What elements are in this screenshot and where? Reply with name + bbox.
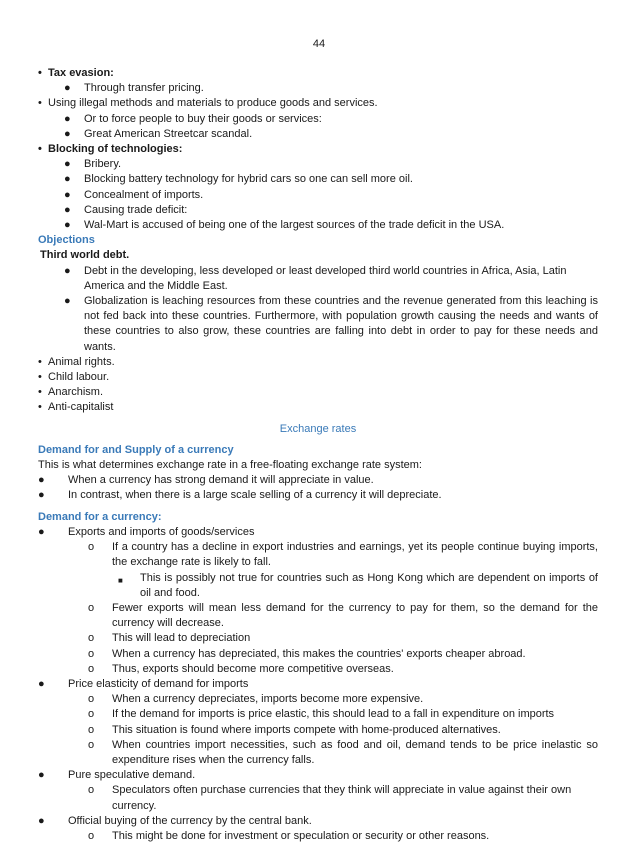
bullet-icon: • bbox=[38, 67, 42, 79]
list-item bbox=[38, 488, 598, 503]
line-text: Bribery. bbox=[84, 158, 122, 171]
document-body bbox=[38, 66, 598, 844]
list-item bbox=[38, 829, 598, 844]
list-item bbox=[38, 203, 598, 218]
section-heading bbox=[38, 443, 598, 458]
list-item bbox=[38, 264, 598, 294]
list-item bbox=[38, 142, 598, 157]
list-item bbox=[38, 188, 598, 203]
bullet-icon: • bbox=[38, 143, 42, 156]
bullet-icon: o bbox=[88, 541, 95, 554]
line-text: Anarchism. bbox=[48, 386, 104, 399]
list-item bbox=[38, 172, 598, 187]
list-item bbox=[38, 601, 598, 631]
list-item bbox=[38, 127, 598, 142]
list-item bbox=[38, 525, 598, 540]
line-text: Child labour. bbox=[48, 371, 110, 384]
bullet-icon: ● bbox=[64, 173, 71, 186]
line-text: When countries import necessities, such as food and oil, demand tends to be price inelastic so expenditure rises when the currency falls. bbox=[112, 738, 598, 766]
list-item bbox=[38, 112, 598, 127]
bullet-icon: ● bbox=[64, 127, 71, 140]
list-item bbox=[38, 294, 598, 355]
list-item bbox=[38, 355, 598, 370]
page-number: 44 bbox=[312, 38, 326, 50]
line-text: When a currency has depreciated, this makes the countries' exports cheaper abroad. bbox=[112, 647, 526, 660]
line-text: Third world debt. bbox=[40, 249, 130, 262]
line-text: Demand for and Supply of a currency bbox=[38, 443, 234, 456]
bullet-icon: • bbox=[38, 401, 42, 414]
bullet-icon: o bbox=[88, 662, 95, 675]
bullet-icon: ● bbox=[64, 158, 71, 171]
line-text: Exchange rates bbox=[279, 422, 357, 435]
bullet-icon: • bbox=[38, 97, 42, 110]
bullet-icon: ■ bbox=[118, 575, 123, 585]
line-text: Speculators often purchase currencies that they think will appreciate in value against their own currency. bbox=[112, 784, 572, 812]
line-text: When a currency has strong demand it will appreciate in value. bbox=[68, 474, 374, 487]
bullet-icon: ● bbox=[64, 203, 71, 216]
bullet-icon: ● bbox=[64, 188, 71, 201]
line-text: Tax evasion: bbox=[48, 67, 114, 79]
line-text: Using illegal methods and materials to produce goods and services. bbox=[48, 97, 378, 110]
list-item bbox=[38, 370, 598, 385]
bullet-icon: o bbox=[88, 647, 95, 660]
list-item bbox=[38, 473, 598, 488]
paragraph bbox=[38, 248, 598, 263]
line-text: Or to force people to buy their goods or services: bbox=[84, 112, 322, 125]
list-item bbox=[38, 81, 598, 96]
bullet-icon: o bbox=[88, 601, 95, 614]
line-text: Pure speculative demand. bbox=[68, 769, 196, 782]
line-text: Official buying of the currency by the central bank. bbox=[68, 814, 312, 827]
line-text: Debt in the developing, less developed or least developed third world countries in Africa, Asia, Latin America and the Middle East. bbox=[84, 264, 567, 292]
line-text: This is what determines exchange rate in a free-floating exchange rate system: bbox=[38, 459, 422, 472]
bullet-icon: • bbox=[38, 371, 42, 384]
list-item bbox=[38, 540, 598, 570]
line-text: This situation is found where imports compete with home-produced alternatives. bbox=[112, 723, 501, 736]
bullet-icon: • bbox=[38, 355, 42, 368]
line-text: If the demand for imports is price elastic, this should lead to a fall in expenditure on imports bbox=[112, 708, 555, 721]
line-text: Concealment of imports. bbox=[84, 188, 204, 201]
bullet-icon: ● bbox=[38, 474, 45, 487]
line-text: Blocking battery technology for hybrid cars so one can sell more oil. bbox=[84, 173, 413, 186]
bullet-icon: o bbox=[88, 784, 95, 797]
line-text: Through transfer pricing. bbox=[84, 82, 204, 95]
bullet-icon: ● bbox=[38, 814, 45, 827]
bullet-icon: o bbox=[88, 829, 95, 842]
bullet-icon: o bbox=[88, 708, 95, 721]
line-text: Blocking of technologies: bbox=[48, 143, 183, 156]
line-text: Anti-capitalist bbox=[48, 401, 114, 414]
bullet-icon: ● bbox=[64, 264, 71, 277]
line-text: This might be done for investment or speculation or security or other reasons. bbox=[112, 829, 490, 842]
line-text: Wal-Mart is accused of being one of the largest sources of the trade deficit in the USA. bbox=[84, 219, 505, 232]
line-text: Great American Streetcar scandal. bbox=[84, 127, 253, 140]
line-text: Price elasticity of demand for imports bbox=[68, 677, 249, 690]
bullet-icon: o bbox=[88, 723, 95, 736]
bullet-icon: ● bbox=[38, 489, 45, 502]
line-text: Objections bbox=[38, 234, 95, 247]
list-item bbox=[38, 783, 598, 813]
list-item bbox=[38, 385, 598, 400]
section-heading bbox=[38, 233, 598, 248]
line-text: If a country has a decline in export industries and earnings, yet its people continue buying imports, the exchange rate is likely to fall. bbox=[112, 541, 598, 569]
bullet-icon: o bbox=[88, 693, 95, 706]
list-item bbox=[38, 677, 598, 692]
bullet-icon: ● bbox=[38, 769, 45, 782]
bullet-icon: ● bbox=[64, 219, 71, 232]
list-item bbox=[38, 707, 598, 722]
bullet-icon: ● bbox=[64, 112, 71, 125]
bullet-icon: ● bbox=[38, 525, 45, 538]
list-item bbox=[38, 157, 598, 172]
line-text: In contrast, when there is a large scale selling of a currency it will depreciate. bbox=[68, 489, 442, 502]
list-item bbox=[38, 814, 598, 829]
line-text: Thus, exports should become more competitive overseas. bbox=[112, 662, 394, 675]
line-text: When a currency depreciates, imports become more expensive. bbox=[112, 693, 424, 706]
line-text: This is possibly not true for countries such as Hong Kong which are dependent on imports of oil and food. bbox=[140, 571, 598, 599]
line-text: Fewer exports will mean less demand for the currency to pay for them, so the demand for the currency will decrease. bbox=[112, 601, 598, 630]
list-item bbox=[38, 662, 598, 677]
list-item bbox=[38, 631, 598, 646]
list-item bbox=[38, 218, 598, 233]
list-item bbox=[38, 96, 598, 111]
line-text: Animal rights. bbox=[48, 355, 115, 368]
line-text: Exports and imports of goods/services bbox=[68, 525, 255, 538]
bullet-icon: • bbox=[38, 386, 42, 399]
bullet-icon: o bbox=[88, 632, 95, 645]
list-item bbox=[38, 738, 598, 768]
list-item bbox=[38, 768, 598, 783]
bullet-icon: o bbox=[88, 738, 95, 751]
section-heading bbox=[38, 422, 598, 437]
section-heading bbox=[38, 510, 598, 525]
list-item bbox=[38, 400, 598, 415]
line-text: This will lead to depreciation bbox=[112, 632, 251, 645]
line-text: Demand for a currency: bbox=[38, 510, 162, 523]
list-item bbox=[38, 723, 598, 738]
list-item bbox=[38, 647, 598, 662]
line-text: Globalization is leaching resources from these countries and the revenue generated from this leaching is not fed back into these countries. Furthermore, with population growth causing the needs and wants of these countries to also grow, these countries are falling into debt in order to pay for these needs and wants. bbox=[84, 295, 598, 353]
bullet-icon: ● bbox=[38, 677, 45, 690]
bullet-icon: ● bbox=[64, 82, 71, 95]
bullet-icon: ● bbox=[64, 295, 71, 308]
line-text: Causing trade deficit: bbox=[84, 203, 188, 216]
list-item bbox=[38, 571, 598, 601]
list-item bbox=[38, 692, 598, 707]
paragraph bbox=[38, 458, 598, 473]
list-item bbox=[38, 66, 598, 81]
